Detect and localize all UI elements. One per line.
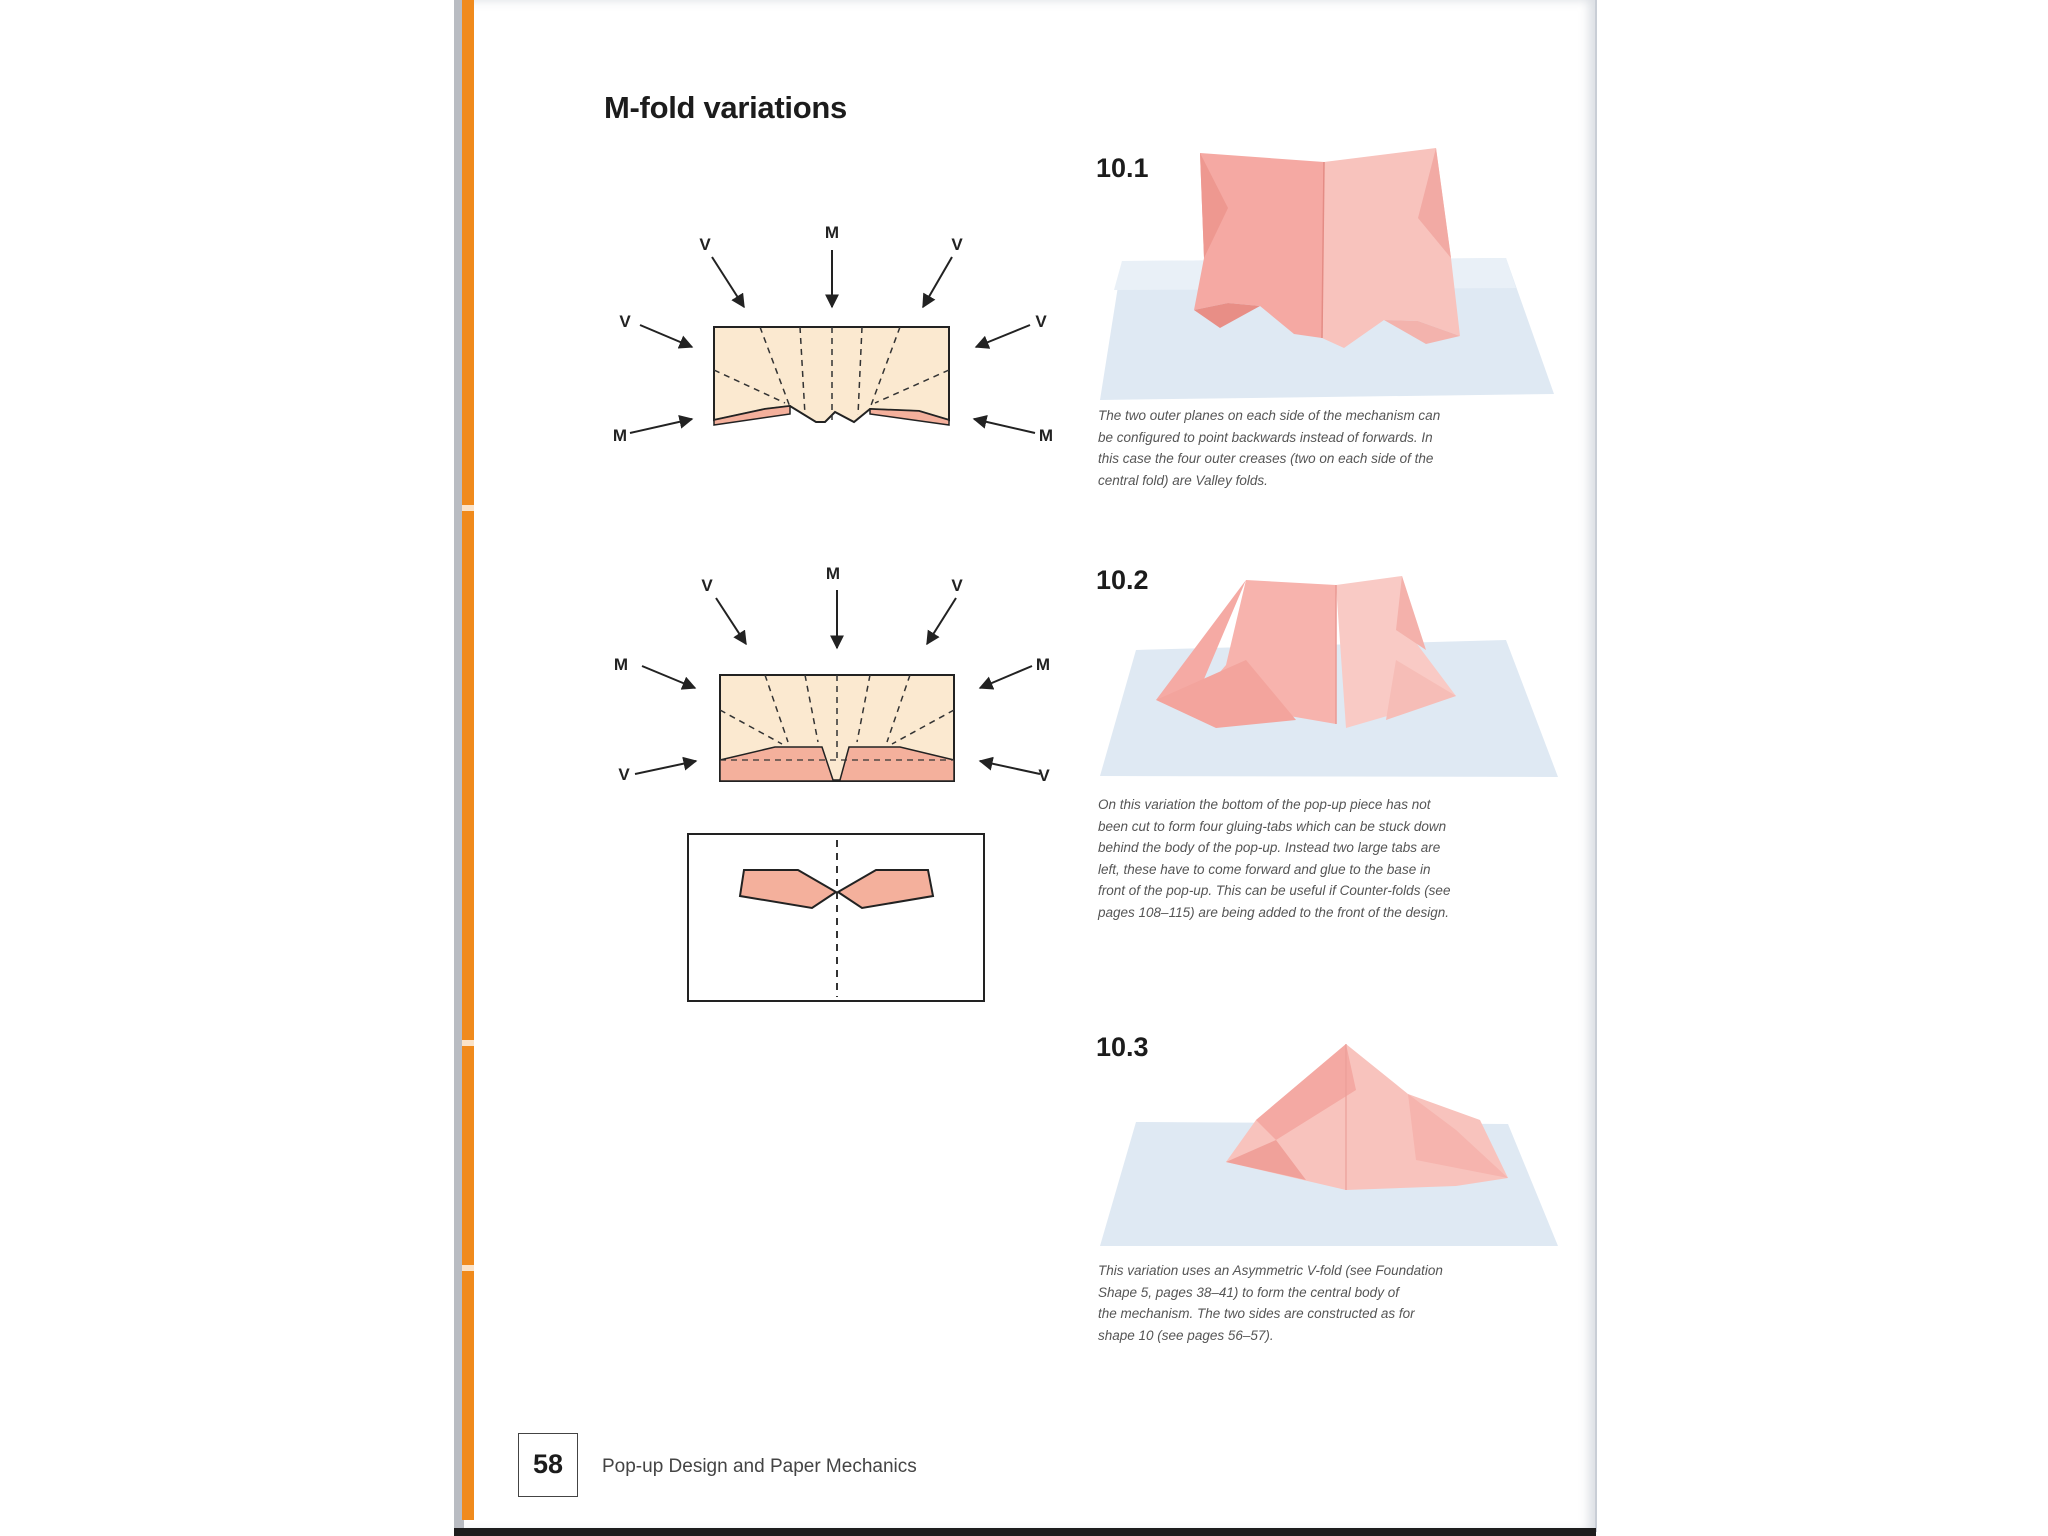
caption-line: been cut to form four gluing-tabs which can be stuck down xyxy=(1098,818,1447,834)
fold-label: V xyxy=(951,235,963,254)
page-title: M-fold variations xyxy=(604,90,847,125)
fold-label: M xyxy=(824,223,840,242)
caption-line: left, these have to come forward and glue to the base in xyxy=(1098,861,1431,877)
fold-label: M xyxy=(1035,655,1051,674)
caption-line: pages 108–115) are being added to the front of the design. xyxy=(1098,904,1450,920)
fold-label: V xyxy=(951,576,963,595)
running-title: Pop-up Design and Paper Mechanics xyxy=(602,1456,917,1477)
fold-label: V xyxy=(1038,766,1050,785)
caption-line: behind the body of the pop-up. Instead two large tabs are xyxy=(1098,840,1441,855)
fold-label: M xyxy=(612,426,628,445)
caption-line: front of the pop-up. This can be useful if Counter-folds (see xyxy=(1098,883,1451,898)
caption-10-3 xyxy=(1098,1260,1443,1346)
fold-label: V xyxy=(701,576,713,595)
fold-diagram-1 xyxy=(600,215,1070,455)
fold-label: V xyxy=(619,312,631,331)
photo-10-3 xyxy=(1096,1040,1558,1248)
edge-divider xyxy=(462,1040,474,1046)
fold-label: M xyxy=(825,564,841,583)
photo-10-1 xyxy=(1096,138,1558,400)
caption-line: the mechanism. The two sides are constructed as for xyxy=(1098,1306,1415,1321)
caption-10-1 xyxy=(1098,405,1440,491)
photo-10-2 xyxy=(1096,570,1558,780)
thumb-index-edge xyxy=(462,0,474,1520)
edge-divider xyxy=(462,505,474,511)
caption-line: Shape 5, pages 38–41) to form the central body of xyxy=(1098,1284,1399,1300)
figure-label: 10.3 xyxy=(1096,1032,1149,1062)
edge-divider xyxy=(462,1265,474,1271)
fold-label: V xyxy=(1035,312,1047,331)
caption-line: central fold) are Valley folds. xyxy=(1098,472,1268,488)
base-card-diagram xyxy=(686,832,988,1004)
page-number: 58 xyxy=(518,1433,578,1497)
caption-line: The two outer planes on each side of the mechanism can xyxy=(1098,408,1441,423)
figure-label: 10.2 xyxy=(1096,565,1149,595)
caption-line: This variation uses an Asymmetric V-fold (see Foundation xyxy=(1098,1263,1443,1278)
caption-line: be configured to point backwards instead of forwards. In xyxy=(1098,429,1433,445)
fold-label: M xyxy=(613,655,629,674)
caption-line: shape 10 (see pages 56–57). xyxy=(1098,1327,1274,1343)
figure-label: 10.1 xyxy=(1096,153,1149,183)
fold-label: V xyxy=(699,235,711,254)
caption-line: On this variation the bottom of the pop-up piece has not xyxy=(1098,797,1431,812)
caption-line: this case the four outer creases (two on each side of the xyxy=(1098,451,1434,466)
page-bottom-shadow xyxy=(454,1528,1596,1536)
fold-label: M xyxy=(1038,426,1054,445)
fold-label: V xyxy=(618,765,630,784)
caption-10-2 xyxy=(1098,794,1450,923)
fold-diagram-2 xyxy=(600,560,1070,800)
